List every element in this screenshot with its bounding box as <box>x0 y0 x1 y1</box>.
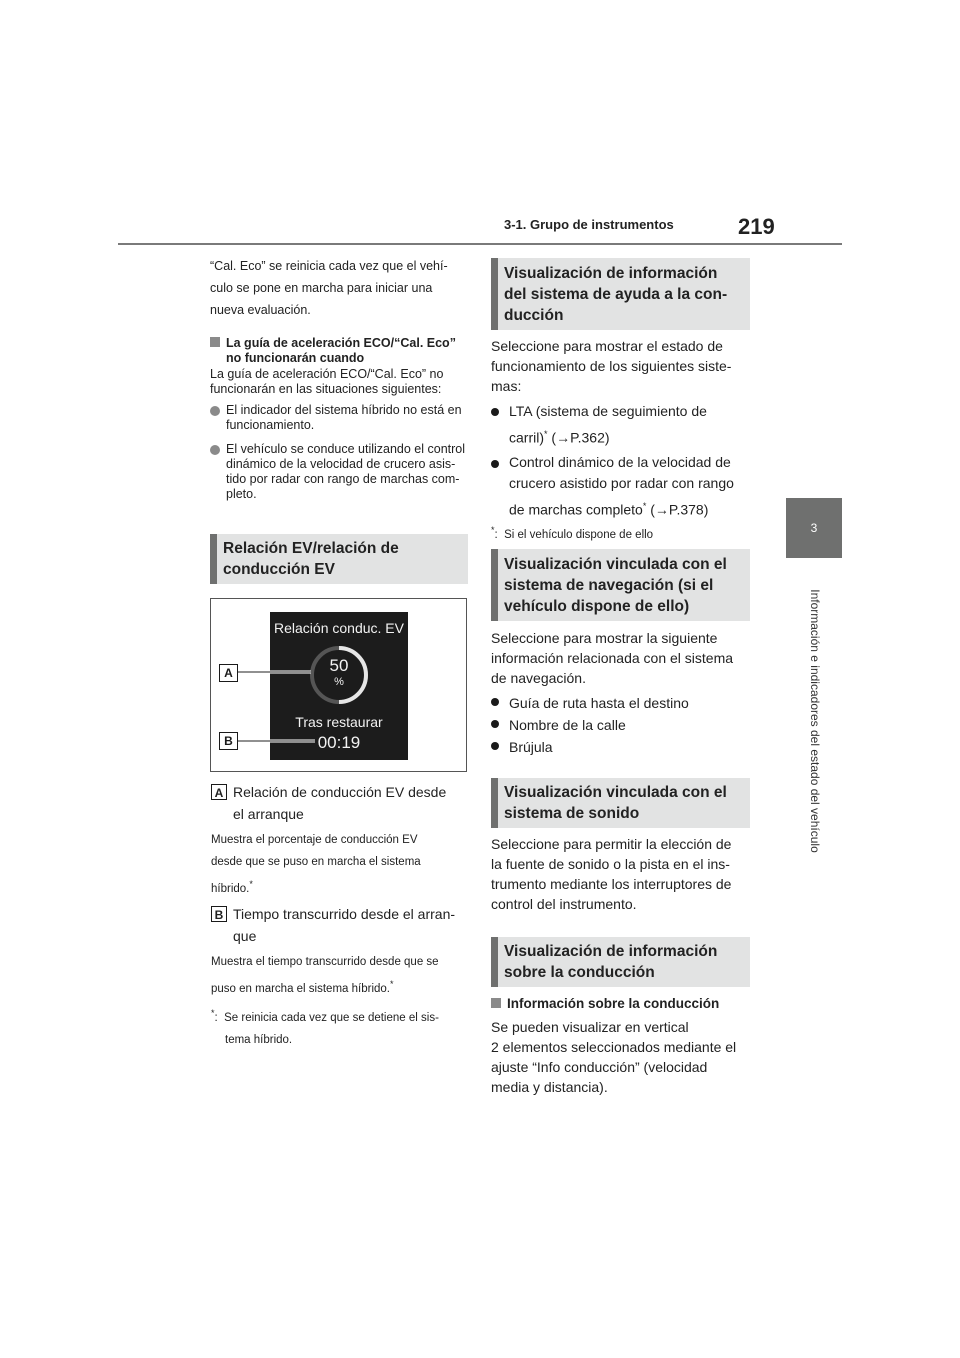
assist-body <box>491 336 761 544</box>
body-line: mas: <box>491 378 522 394</box>
body-line: Seleccione para permitir la elección de <box>491 836 732 852</box>
item-b <box>211 903 473 1051</box>
body-line: media y distancia). <box>491 1079 608 1095</box>
section-heading-sound <box>491 778 750 828</box>
bullet-text: tido por radar con rango de marchas com- <box>226 472 460 486</box>
section-heading-driving-info <box>491 937 750 987</box>
header-rule <box>118 243 842 245</box>
note-body: funcionarán en las situaciones siguientes: <box>210 382 442 396</box>
item-b-title: Tiempo transcurrido desde el arran- <box>233 906 456 922</box>
footnote-colon: : <box>494 529 498 542</box>
heading-line: sobre la conducción <box>504 964 655 981</box>
chapter-side-label <box>787 566 843 876</box>
bullet-dot-icon <box>491 408 499 416</box>
bullet-text: dinámico de la velocidad de crucero asis- <box>226 457 456 471</box>
bullet-text: LTA (sistema de seguimiento de <box>509 403 707 419</box>
heading-line: Visualización de información <box>504 943 718 960</box>
list-item <box>491 400 761 450</box>
navigation-body <box>491 628 761 758</box>
square-bullet-icon <box>210 337 220 347</box>
list-item <box>491 736 761 758</box>
item-a-title: Relación de conducción EV desde <box>233 784 447 800</box>
item-b-title: que <box>233 928 257 944</box>
callout-lines-icon <box>211 599 468 773</box>
list-item <box>491 714 761 736</box>
heading-line: sistema de navegación (si el <box>504 576 714 594</box>
section-title: 3-1. Grupo de instrumentos <box>504 217 674 232</box>
footnote-text: tema híbrido. <box>225 1033 293 1046</box>
footnote-mark: * <box>389 979 394 989</box>
display-value: 50 <box>329 656 349 675</box>
round-bullet-icon <box>210 406 220 416</box>
footnote-text: Se reinicia cada vez que se detiene el sis- <box>224 1011 439 1024</box>
bullet-text: crucero asistido por radar con rango <box>509 474 734 491</box>
item-a-desc: desde que se puso en marcha el sistema <box>211 856 421 868</box>
subheading: Información sobre la conducción <box>507 996 720 1011</box>
page-number: 219 <box>738 214 775 239</box>
body-line: Seleccione para mostrar el estado de <box>491 338 723 354</box>
display-title: Relación conduc. EV <box>274 620 404 636</box>
note-block <box>210 336 470 502</box>
bullet-text: Brújula <box>509 739 553 755</box>
bullet-dot-icon <box>491 460 499 468</box>
body-line: Seleccione para mostrar la siguiente <box>491 630 718 646</box>
chapter-number: 3 <box>810 521 818 535</box>
page-ref-arrow: (→ <box>551 429 571 446</box>
label-a: A <box>211 784 227 800</box>
item-a-desc: híbrido. <box>211 882 250 895</box>
footnote-mark: * <box>211 1007 215 1018</box>
page-ref[interactable]: P.362) <box>570 429 610 446</box>
footnote-mark: * <box>249 879 253 889</box>
section-heading-ev <box>210 534 468 584</box>
footnote-mark: * <box>544 429 548 439</box>
note-body: La guía de aceleración ECO/“Cal. Eco” no <box>210 367 444 381</box>
item-b-desc: puso en marcha el sistema híbrido. <box>211 982 390 995</box>
body-line: la fuente de sonido o la pista en el ins- <box>491 856 730 872</box>
list-item <box>210 403 470 433</box>
item-b-desc: Muestra el tiempo transcurrido desde que se <box>211 956 439 968</box>
display-sub-label: Tras restaurar <box>295 714 383 730</box>
heading-line: Relación EV/relación de <box>223 540 399 557</box>
body-line: 2 elementos seleccionados mediante el <box>491 1039 737 1055</box>
chapter-title: Información e indicadores del estado del vehículo <box>808 589 822 853</box>
heading-line: vehículo dispone de ello) <box>504 597 690 615</box>
item-a <box>211 781 471 900</box>
round-bullet-icon <box>210 445 220 455</box>
item-a-title: el arranque <box>233 806 304 822</box>
callout-a: A <box>219 664 238 682</box>
list-item <box>491 452 761 522</box>
section-heading-navigation <box>491 549 750 621</box>
intro-line: culo se pone en marcha para iniciar una <box>210 281 433 295</box>
footnote-mark: * <box>491 525 495 536</box>
bullet-text: Guía de ruta hasta el destino <box>509 695 689 711</box>
driving-info-body <box>491 994 761 1097</box>
body-line: ajuste “Info conducción” (velocidad <box>491 1059 708 1075</box>
footnote-colon: : <box>214 1011 218 1024</box>
bullet-text: El indicador del sistema híbrido no está en <box>226 403 462 417</box>
body-line: de navegación. <box>491 670 586 686</box>
heading-line: Visualización de información <box>504 264 718 282</box>
list-item <box>491 692 761 714</box>
bullet-text: funcionamiento. <box>226 418 315 432</box>
section-heading-assist <box>491 258 750 330</box>
list-item <box>210 442 470 502</box>
heading-line: Visualización vinculada con el <box>504 784 727 801</box>
bullet-text: de marchas completo <box>509 501 643 518</box>
label-b: B <box>211 906 227 922</box>
body-line: trumento mediante los interruptores de <box>491 876 732 892</box>
page-ref-arrow: (→ <box>650 501 669 518</box>
bullet-dot-icon <box>491 698 499 706</box>
bullet-text: Control dinámico de la velocidad de <box>509 453 731 470</box>
footnote-text: Si el vehículo dispone de ello <box>504 529 654 542</box>
display-unit: % <box>334 676 344 688</box>
note-title: no funcionarán cuando <box>226 351 365 365</box>
footnote-mark: * <box>642 500 647 511</box>
body-line: funcionamiento de los siguientes siste- <box>491 358 732 374</box>
bullet-text: El vehículo se conduce utilizando el control <box>226 442 466 456</box>
chapter-tab <box>786 498 842 558</box>
item-a-desc: Muestra el porcentaje de conducción EV <box>211 834 418 846</box>
figure-frame <box>210 598 467 772</box>
heading-line: ducción <box>504 306 564 324</box>
callout-b: B <box>219 732 238 750</box>
heading-line: sistema de sonido <box>504 805 640 822</box>
square-bullet-icon <box>491 998 501 1008</box>
bullet-text: pleto. <box>226 487 257 501</box>
sound-body <box>491 834 761 914</box>
body-line: Se pueden visualizar en vertical <box>491 1019 689 1035</box>
body-line: control del instrumento. <box>491 896 637 912</box>
left-intro <box>210 255 470 321</box>
display-time: 00:19 <box>317 733 361 752</box>
bullet-text: carril) <box>509 429 544 446</box>
intro-line: “Cal. Eco” se reinicia cada vez que el vehí- <box>210 259 448 273</box>
bullet-text: Nombre de la calle <box>509 717 626 733</box>
heading-line: del sistema de ayuda a la con- <box>504 285 728 303</box>
bullet-dot-icon <box>491 720 499 728</box>
heading-line: conducción EV <box>223 561 335 578</box>
page-ref[interactable]: P.378) <box>668 501 709 518</box>
body-line: información relacionada con el sistema <box>491 650 734 666</box>
intro-line: nueva evaluación. <box>210 303 311 317</box>
bullet-dot-icon <box>491 742 499 750</box>
note-title: La guía de aceleración ECO/“Cal. Eco” <box>226 336 456 350</box>
heading-line: Visualización vinculada con el <box>504 555 727 573</box>
